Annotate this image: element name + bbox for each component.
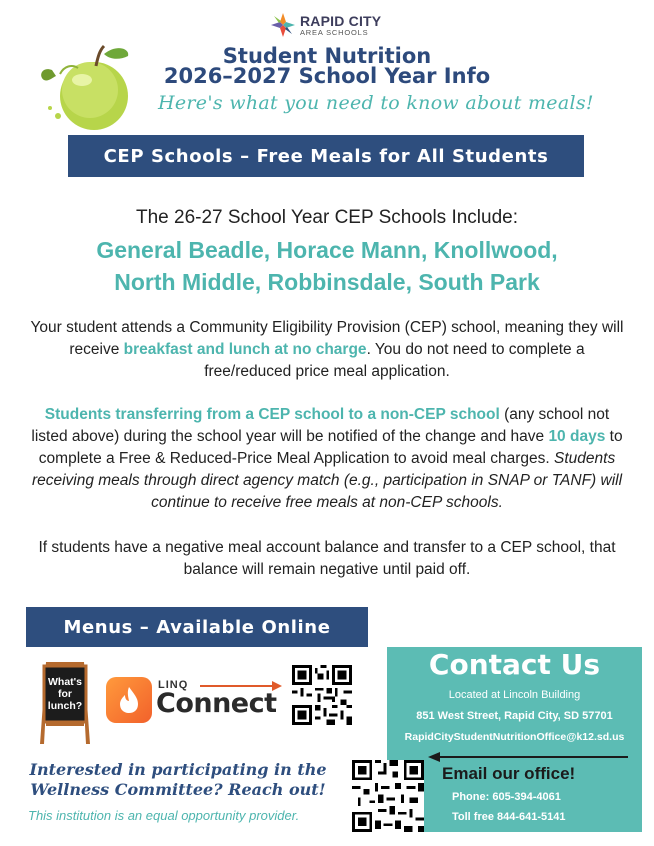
no-charge-highlight: breakfast and lunch at no charge (123, 341, 367, 358)
linq-connect-link[interactable]: Connect (156, 688, 277, 719)
ten-days-highlight: 10 days (548, 428, 606, 445)
school-list-line1: General Beadle, Horace Mann, Knollwood, (96, 237, 558, 263)
rcas-logo-icon (270, 12, 296, 38)
menus-banner: Menus – Available Online (26, 607, 368, 647)
contact-email-link[interactable]: RapidCityStudentNutritionOffice@k12.sd.us (404, 731, 625, 743)
a-frame-sign-text: What's for lunch? (47, 676, 83, 712)
transfer-highlight: Students transferring from a CEP school to a non-CEP school (44, 406, 500, 423)
tagline: Here's what you need to know about meals! (158, 92, 594, 114)
wellness-committee-note: Interested in participating in the Wellness Committee? Reach out! (29, 760, 327, 799)
org-name: RAPID CITY (300, 12, 382, 29)
school-list-line2: North Middle, Robbinsdale, South Park (114, 269, 540, 295)
contact-phone[interactable]: Phone: 605-394-4061 (452, 791, 561, 803)
equal-opportunity-statement: This institution is an equal opportunity provider. (28, 808, 300, 823)
contact-title: Contact Us (428, 648, 601, 681)
cep-paragraph-1: Your student attends a Community Eligibility Provision (CEP) school, meaning they will receive breakfast and lunch at no charge. You do not need to complete a free/reduced price meal application. (30, 319, 624, 380)
contact-location: Located at Lincoln Building (448, 689, 581, 701)
cep-intro: The 26-27 School Year CEP Schools Include: (135, 207, 518, 228)
cep-paragraph-2: Students transferring from a CEP school to a non-CEP school (any school not listed above) during the school year will be notified of the change and have 10 days to complete a Free & Reduced-Price Meal Application to avoid meal charges. Students receiving meals through direct agency match (e.g., participation in SNAP or TANF) will continue to receive free meals at non-CEP schools. (31, 406, 623, 511)
email-office-label: Email our office! (442, 764, 576, 783)
page-title-line1: Student Nutrition (222, 44, 432, 68)
arrow-icon (428, 750, 628, 764)
qr-code-icon[interactable] (292, 665, 352, 725)
cep-paragraph-3: If students have a negative meal account balance and transfer to a CEP school, that balance will remain negative until paid off. (38, 539, 616, 578)
linq-label: LINQ (158, 679, 189, 691)
page-title-line2: 2026–2027 School Year Info (163, 64, 491, 88)
contact-toll-free[interactable]: Toll free 844-641-5141 (452, 811, 566, 823)
linq-flame-icon[interactable] (106, 677, 152, 723)
cep-school-list (0, 234, 654, 298)
qr-code-icon[interactable] (352, 760, 424, 832)
cep-banner: CEP Schools – Free Meals for All Students (68, 135, 584, 177)
org-logo (270, 12, 381, 38)
direct-match-note: Students receiving meals through direct agency match (e.g., participation in SNAP or TANF) will continue to receive free meals at non-CEP schools. (31, 450, 623, 511)
org-subtitle: AREA SCHOOLS (300, 27, 369, 37)
contact-address: 851 West Street, Rapid City, SD 57701 (416, 710, 613, 722)
